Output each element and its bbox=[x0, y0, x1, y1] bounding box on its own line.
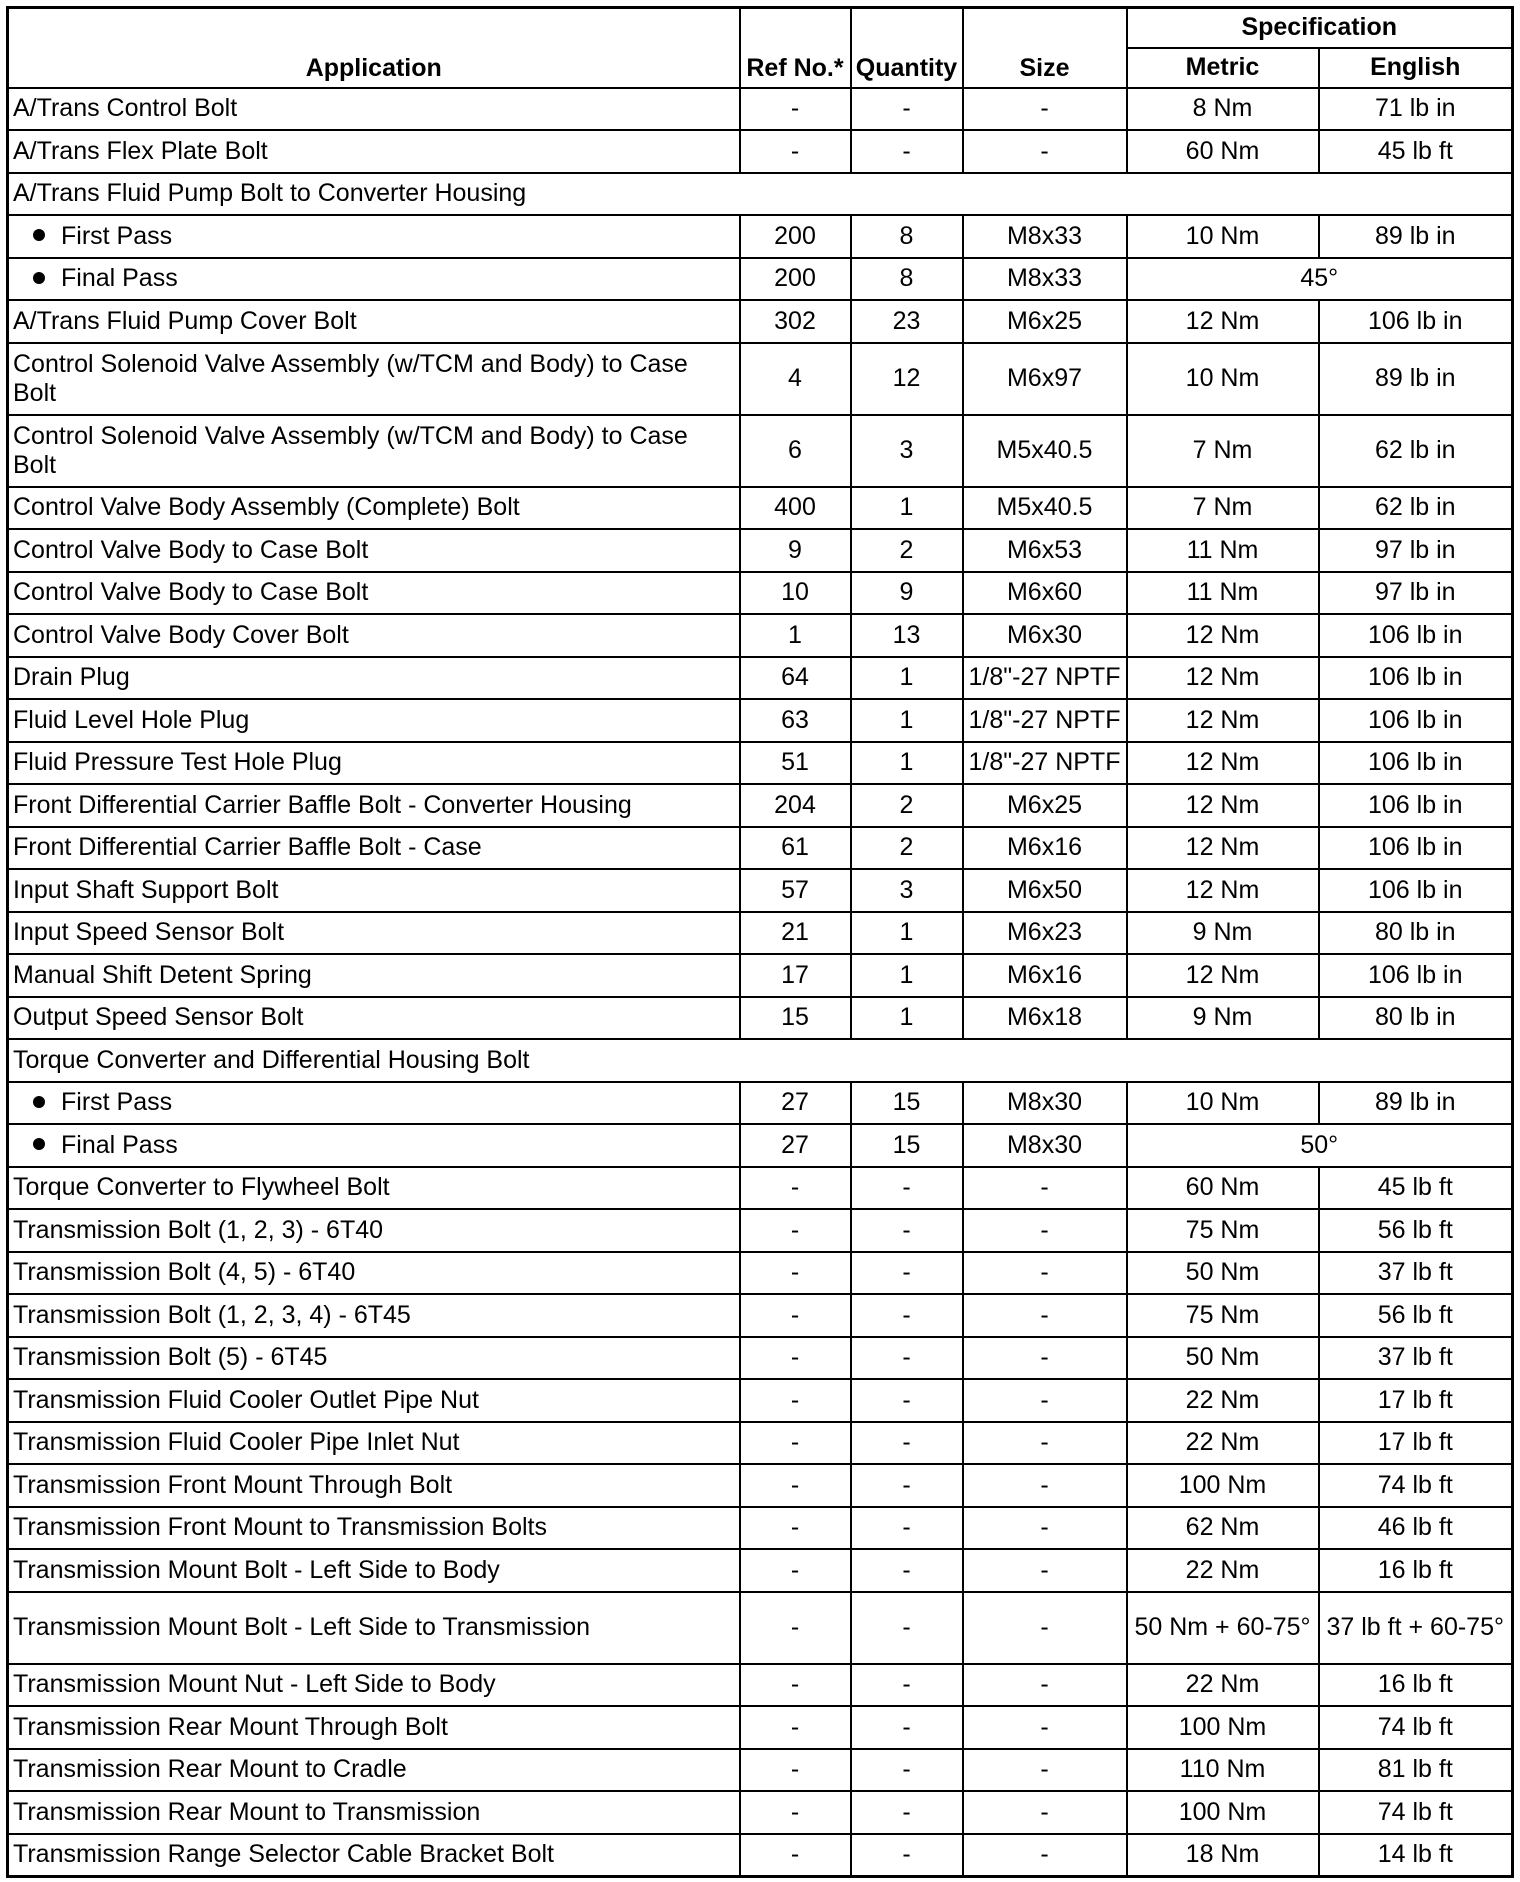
table-row bbox=[8, 1039, 1513, 1082]
ref-no-cell: - bbox=[740, 1664, 851, 1707]
ref-no-cell: - bbox=[740, 1464, 851, 1507]
size-cell: M6x97 bbox=[963, 343, 1127, 415]
metric-cell: 10 Nm bbox=[1127, 343, 1319, 415]
application-cell: Input Shaft Support Bolt bbox=[8, 869, 740, 912]
table-row bbox=[8, 784, 1513, 827]
ref-no-cell: 302 bbox=[740, 300, 851, 343]
english-cell: 106 lb in bbox=[1319, 784, 1513, 827]
quantity-cell: 2 bbox=[851, 529, 963, 572]
table-row bbox=[8, 869, 1513, 912]
quantity-cell: - bbox=[851, 88, 963, 131]
table-row bbox=[8, 614, 1513, 657]
fastener-spec-table bbox=[6, 6, 1514, 1878]
table-row bbox=[8, 487, 1513, 530]
application-cell: A/Trans Fluid Pump Cover Bolt bbox=[8, 300, 740, 343]
english-cell: 89 lb in bbox=[1319, 343, 1513, 415]
table-row bbox=[8, 1252, 1513, 1295]
english-cell: 74 lb ft bbox=[1319, 1464, 1513, 1507]
metric-cell: 9 Nm bbox=[1127, 997, 1319, 1040]
application-cell: Transmission Range Selector Cable Bracket Bolt bbox=[8, 1834, 740, 1877]
english-cell: 89 lb in bbox=[1319, 215, 1513, 258]
table-row bbox=[8, 1082, 1513, 1125]
metric-cell: 100 Nm bbox=[1127, 1706, 1319, 1749]
english-cell: 62 lb in bbox=[1319, 487, 1513, 530]
quantity-cell: - bbox=[851, 1337, 963, 1380]
english-cell: 37 lb ft bbox=[1319, 1252, 1513, 1295]
table-row bbox=[8, 1664, 1513, 1707]
quantity-cell: 1 bbox=[851, 912, 963, 955]
angle-spec-cell: 50° bbox=[1127, 1124, 1513, 1167]
ref-no-cell: 6 bbox=[740, 415, 851, 487]
size-cell: - bbox=[963, 1549, 1127, 1592]
table-row bbox=[8, 912, 1513, 955]
english-cell: 17 lb ft bbox=[1319, 1379, 1513, 1422]
application-cell: Transmission Mount Bolt - Left Side to Body bbox=[8, 1549, 740, 1592]
application-cell: Transmission Bolt (4, 5) - 6T40 bbox=[8, 1252, 740, 1295]
quantity-cell: - bbox=[851, 1167, 963, 1210]
table-row bbox=[8, 1592, 1513, 1664]
ref-no-cell: - bbox=[740, 88, 851, 131]
ref-no-cell: 64 bbox=[740, 657, 851, 700]
table-row bbox=[8, 1422, 1513, 1465]
quantity-cell: - bbox=[851, 1379, 963, 1422]
size-cell: - bbox=[963, 1706, 1127, 1749]
size-cell: M6x30 bbox=[963, 614, 1127, 657]
ref-no-cell: 57 bbox=[740, 869, 851, 912]
metric-cell: 22 Nm bbox=[1127, 1422, 1319, 1465]
metric-cell: 100 Nm bbox=[1127, 1464, 1319, 1507]
application-cell: Control Solenoid Valve Assembly (w/TCM and Body) to Case Bolt bbox=[8, 415, 740, 487]
quantity-cell: - bbox=[851, 1507, 963, 1550]
table-row bbox=[8, 1706, 1513, 1749]
application-cell: Transmission Rear Mount to Transmission bbox=[8, 1791, 740, 1834]
metric-cell: 12 Nm bbox=[1127, 657, 1319, 700]
application-cell: Output Speed Sensor Bolt bbox=[8, 997, 740, 1040]
quantity-cell: 13 bbox=[851, 614, 963, 657]
quantity-cell: 15 bbox=[851, 1124, 963, 1167]
header-metric: Metric bbox=[1127, 48, 1319, 88]
metric-cell: 10 Nm bbox=[1127, 1082, 1319, 1125]
metric-cell: 12 Nm bbox=[1127, 742, 1319, 785]
application-cell: Torque Converter to Flywheel Bolt bbox=[8, 1167, 740, 1210]
size-cell: - bbox=[963, 1337, 1127, 1380]
english-cell: 81 lb ft bbox=[1319, 1749, 1513, 1792]
table-row bbox=[8, 1791, 1513, 1834]
ref-no-cell: 17 bbox=[740, 954, 851, 997]
table-row bbox=[8, 215, 1513, 258]
ref-no-cell: - bbox=[740, 1252, 851, 1295]
table-row bbox=[8, 699, 1513, 742]
quantity-cell: - bbox=[851, 1422, 963, 1465]
english-cell: 80 lb in bbox=[1319, 997, 1513, 1040]
size-cell: M6x60 bbox=[963, 572, 1127, 615]
metric-cell: 110 Nm bbox=[1127, 1749, 1319, 1792]
size-cell: M6x18 bbox=[963, 997, 1127, 1040]
application-cell bbox=[8, 215, 740, 258]
application-cell: Front Differential Carrier Baffle Bolt - Converter Housing bbox=[8, 784, 740, 827]
english-cell: 16 lb ft bbox=[1319, 1664, 1513, 1707]
size-cell: - bbox=[963, 1791, 1127, 1834]
english-cell: 106 lb in bbox=[1319, 657, 1513, 700]
quantity-cell: 2 bbox=[851, 827, 963, 870]
english-cell: 46 lb ft bbox=[1319, 1507, 1513, 1550]
header-size: Size bbox=[963, 8, 1127, 88]
metric-cell: 9 Nm bbox=[1127, 912, 1319, 955]
english-cell: 14 lb ft bbox=[1319, 1834, 1513, 1877]
metric-cell: 12 Nm bbox=[1127, 827, 1319, 870]
ref-no-cell: - bbox=[740, 1749, 851, 1792]
application-cell: Transmission Bolt (1, 2, 3) - 6T40 bbox=[8, 1209, 740, 1252]
table-row bbox=[8, 1464, 1513, 1507]
header-english: English bbox=[1319, 48, 1513, 88]
ref-no-cell: 21 bbox=[740, 912, 851, 955]
size-cell: M8x30 bbox=[963, 1124, 1127, 1167]
quantity-cell: 9 bbox=[851, 572, 963, 615]
table-body bbox=[8, 88, 1513, 1877]
ref-no-cell: - bbox=[740, 1337, 851, 1380]
quantity-cell: 1 bbox=[851, 487, 963, 530]
ref-no-cell: 200 bbox=[740, 215, 851, 258]
table-row bbox=[8, 1209, 1513, 1252]
metric-cell: 100 Nm bbox=[1127, 1791, 1319, 1834]
application-cell: Transmission Mount Nut - Left Side to Body bbox=[8, 1664, 740, 1707]
application-cell: Transmission Mount Bolt - Left Side to Transmission bbox=[8, 1592, 740, 1664]
application-cell: A/Trans Control Bolt bbox=[8, 88, 740, 131]
group-heading: Torque Converter and Differential Housing Bolt bbox=[8, 1039, 1513, 1082]
quantity-cell: 15 bbox=[851, 1082, 963, 1125]
metric-cell: 10 Nm bbox=[1127, 215, 1319, 258]
quantity-cell: 3 bbox=[851, 869, 963, 912]
english-cell: 74 lb ft bbox=[1319, 1706, 1513, 1749]
application-cell: Transmission Fluid Cooler Outlet Pipe Nut bbox=[8, 1379, 740, 1422]
application-cell: Front Differential Carrier Baffle Bolt - Case bbox=[8, 827, 740, 870]
size-cell: - bbox=[963, 1507, 1127, 1550]
metric-cell: 50 Nm + 60-75° bbox=[1127, 1592, 1319, 1664]
application-cell: Transmission Front Mount to Transmission Bolts bbox=[8, 1507, 740, 1550]
english-cell: 106 lb in bbox=[1319, 742, 1513, 785]
ref-no-cell: - bbox=[740, 130, 851, 173]
ref-no-cell: 4 bbox=[740, 343, 851, 415]
size-cell: M6x50 bbox=[963, 869, 1127, 912]
ref-no-cell: 15 bbox=[740, 997, 851, 1040]
english-cell: 97 lb in bbox=[1319, 572, 1513, 615]
metric-cell: 50 Nm bbox=[1127, 1337, 1319, 1380]
size-cell: - bbox=[963, 1167, 1127, 1210]
bullet-icon bbox=[33, 1138, 45, 1150]
metric-cell: 11 Nm bbox=[1127, 529, 1319, 572]
size-cell: M8x30 bbox=[963, 1082, 1127, 1125]
bullet-icon bbox=[33, 272, 45, 284]
quantity-cell: 3 bbox=[851, 415, 963, 487]
ref-no-cell: - bbox=[740, 1791, 851, 1834]
ref-no-cell: - bbox=[740, 1507, 851, 1550]
application-label: Final Pass bbox=[61, 264, 178, 293]
english-cell: 45 lb ft bbox=[1319, 130, 1513, 173]
metric-cell: 22 Nm bbox=[1127, 1379, 1319, 1422]
english-cell: 89 lb in bbox=[1319, 1082, 1513, 1125]
metric-cell: 12 Nm bbox=[1127, 954, 1319, 997]
quantity-cell: 1 bbox=[851, 742, 963, 785]
english-cell: 106 lb in bbox=[1319, 869, 1513, 912]
table-row bbox=[8, 1507, 1513, 1550]
ref-no-cell: 200 bbox=[740, 258, 851, 301]
ref-no-cell: - bbox=[740, 1834, 851, 1877]
ref-no-cell: 1 bbox=[740, 614, 851, 657]
application-cell bbox=[8, 1124, 740, 1167]
size-cell: M6x16 bbox=[963, 954, 1127, 997]
quantity-cell: - bbox=[851, 1592, 963, 1664]
application-cell bbox=[8, 1082, 740, 1125]
english-cell: 16 lb ft bbox=[1319, 1549, 1513, 1592]
quantity-cell: - bbox=[851, 1464, 963, 1507]
table-row bbox=[8, 529, 1513, 572]
application-cell: Drain Plug bbox=[8, 657, 740, 700]
application-cell: Fluid Level Hole Plug bbox=[8, 699, 740, 742]
metric-cell: 12 Nm bbox=[1127, 300, 1319, 343]
table-row bbox=[8, 1749, 1513, 1792]
quantity-cell: - bbox=[851, 130, 963, 173]
ref-no-cell: - bbox=[740, 1706, 851, 1749]
size-cell: 1/8"-27 NPTF bbox=[963, 699, 1127, 742]
ref-no-cell: 9 bbox=[740, 529, 851, 572]
metric-cell: 22 Nm bbox=[1127, 1549, 1319, 1592]
english-cell: 97 lb in bbox=[1319, 529, 1513, 572]
metric-cell: 50 Nm bbox=[1127, 1252, 1319, 1295]
english-cell: 74 lb ft bbox=[1319, 1791, 1513, 1834]
application-cell: Control Valve Body Assembly (Complete) Bolt bbox=[8, 487, 740, 530]
table-row bbox=[8, 1337, 1513, 1380]
table-row bbox=[8, 742, 1513, 785]
english-cell: 62 lb in bbox=[1319, 415, 1513, 487]
ref-no-cell: 400 bbox=[740, 487, 851, 530]
header-ref-no: Ref No.* bbox=[740, 8, 851, 88]
english-cell: 45 lb ft bbox=[1319, 1167, 1513, 1210]
quantity-cell: - bbox=[851, 1706, 963, 1749]
metric-cell: 60 Nm bbox=[1127, 130, 1319, 173]
quantity-cell: 1 bbox=[851, 657, 963, 700]
quantity-cell: - bbox=[851, 1749, 963, 1792]
metric-cell: 7 Nm bbox=[1127, 487, 1319, 530]
ref-no-cell: - bbox=[740, 1167, 851, 1210]
size-cell: - bbox=[963, 1422, 1127, 1465]
table-row bbox=[8, 997, 1513, 1040]
quantity-cell: - bbox=[851, 1834, 963, 1877]
application-cell: Transmission Bolt (1, 2, 3, 4) - 6T45 bbox=[8, 1294, 740, 1337]
table-row bbox=[8, 1294, 1513, 1337]
size-cell: - bbox=[963, 130, 1127, 173]
english-cell: 106 lb in bbox=[1319, 614, 1513, 657]
table-row bbox=[8, 88, 1513, 131]
metric-cell: 75 Nm bbox=[1127, 1209, 1319, 1252]
application-cell: Transmission Rear Mount Through Bolt bbox=[8, 1706, 740, 1749]
english-cell: 37 lb ft + 60-75° bbox=[1319, 1592, 1513, 1664]
application-cell: Control Valve Body to Case Bolt bbox=[8, 572, 740, 615]
quantity-cell: - bbox=[851, 1549, 963, 1592]
metric-cell: 12 Nm bbox=[1127, 614, 1319, 657]
table-row bbox=[8, 827, 1513, 870]
application-cell: Manual Shift Detent Spring bbox=[8, 954, 740, 997]
ref-no-cell: - bbox=[740, 1379, 851, 1422]
header-application: Application bbox=[8, 8, 740, 88]
application-label: Final Pass bbox=[61, 1130, 178, 1159]
application-cell bbox=[8, 258, 740, 301]
english-cell: 106 lb in bbox=[1319, 827, 1513, 870]
size-cell: M5x40.5 bbox=[963, 415, 1127, 487]
ref-no-cell: - bbox=[740, 1549, 851, 1592]
application-cell: Transmission Rear Mount to Cradle bbox=[8, 1749, 740, 1792]
application-label: First Pass bbox=[61, 1088, 173, 1117]
group-heading: A/Trans Fluid Pump Bolt to Converter Housing bbox=[8, 173, 1513, 216]
quantity-cell: 1 bbox=[851, 997, 963, 1040]
application-cell: Transmission Bolt (5) - 6T45 bbox=[8, 1337, 740, 1380]
table-header bbox=[8, 8, 1513, 88]
quantity-cell: 1 bbox=[851, 699, 963, 742]
ref-no-cell: 61 bbox=[740, 827, 851, 870]
metric-cell: 7 Nm bbox=[1127, 415, 1319, 487]
ref-no-cell: - bbox=[740, 1294, 851, 1337]
quantity-cell: - bbox=[851, 1294, 963, 1337]
size-cell: 1/8"-27 NPTF bbox=[963, 742, 1127, 785]
ref-no-cell: 51 bbox=[740, 742, 851, 785]
english-cell: 106 lb in bbox=[1319, 954, 1513, 997]
size-cell: - bbox=[963, 1464, 1127, 1507]
application-cell: Control Valve Body Cover Bolt bbox=[8, 614, 740, 657]
size-cell: M8x33 bbox=[963, 258, 1127, 301]
table-row bbox=[8, 258, 1513, 301]
quantity-cell: - bbox=[851, 1252, 963, 1295]
ref-no-cell: 10 bbox=[740, 572, 851, 615]
metric-cell: 8 Nm bbox=[1127, 88, 1319, 131]
size-cell: 1/8"-27 NPTF bbox=[963, 657, 1127, 700]
size-cell: M6x23 bbox=[963, 912, 1127, 955]
ref-no-cell: - bbox=[740, 1592, 851, 1664]
application-cell: Transmission Fluid Cooler Pipe Inlet Nut bbox=[8, 1422, 740, 1465]
quantity-cell: - bbox=[851, 1791, 963, 1834]
metric-cell: 60 Nm bbox=[1127, 1167, 1319, 1210]
english-cell: 17 lb ft bbox=[1319, 1422, 1513, 1465]
ref-no-cell: 204 bbox=[740, 784, 851, 827]
table-row bbox=[8, 415, 1513, 487]
table-row bbox=[8, 130, 1513, 173]
english-cell: 80 lb in bbox=[1319, 912, 1513, 955]
ref-no-cell: 27 bbox=[740, 1124, 851, 1167]
application-label: First Pass bbox=[61, 221, 173, 250]
table-row bbox=[8, 343, 1513, 415]
english-cell: 106 lb in bbox=[1319, 300, 1513, 343]
table-row bbox=[8, 173, 1513, 216]
size-cell: M8x33 bbox=[963, 215, 1127, 258]
ref-no-cell: - bbox=[740, 1422, 851, 1465]
table-row bbox=[8, 1124, 1513, 1167]
header-quantity: Quantity bbox=[851, 8, 963, 88]
application-cell: Control Valve Body to Case Bolt bbox=[8, 529, 740, 572]
application-cell: Input Speed Sensor Bolt bbox=[8, 912, 740, 955]
metric-cell: 11 Nm bbox=[1127, 572, 1319, 615]
size-cell: - bbox=[963, 1379, 1127, 1422]
ref-no-cell: - bbox=[740, 1209, 851, 1252]
metric-cell: 62 Nm bbox=[1127, 1507, 1319, 1550]
metric-cell: 18 Nm bbox=[1127, 1834, 1319, 1877]
table-row bbox=[8, 1167, 1513, 1210]
size-cell: M6x16 bbox=[963, 827, 1127, 870]
header-specification: Specification bbox=[1127, 8, 1513, 48]
table-row bbox=[8, 1379, 1513, 1422]
ref-no-cell: 63 bbox=[740, 699, 851, 742]
table-row bbox=[8, 1549, 1513, 1592]
quantity-cell: 2 bbox=[851, 784, 963, 827]
size-cell: M6x25 bbox=[963, 784, 1127, 827]
size-cell: M6x53 bbox=[963, 529, 1127, 572]
english-cell: 106 lb in bbox=[1319, 699, 1513, 742]
quantity-cell: 23 bbox=[851, 300, 963, 343]
size-cell: - bbox=[963, 1209, 1127, 1252]
english-cell: 56 lb ft bbox=[1319, 1209, 1513, 1252]
metric-cell: 12 Nm bbox=[1127, 869, 1319, 912]
bullet-icon bbox=[33, 1096, 45, 1108]
size-cell: - bbox=[963, 1664, 1127, 1707]
size-cell: - bbox=[963, 1294, 1127, 1337]
table-row bbox=[8, 657, 1513, 700]
application-cell: A/Trans Flex Plate Bolt bbox=[8, 130, 740, 173]
quantity-cell: - bbox=[851, 1209, 963, 1252]
table-row bbox=[8, 572, 1513, 615]
application-cell: Transmission Front Mount Through Bolt bbox=[8, 1464, 740, 1507]
metric-cell: 12 Nm bbox=[1127, 699, 1319, 742]
table-row bbox=[8, 1834, 1513, 1877]
quantity-cell: - bbox=[851, 1664, 963, 1707]
size-cell: - bbox=[963, 1749, 1127, 1792]
size-cell: M6x25 bbox=[963, 300, 1127, 343]
size-cell: - bbox=[963, 88, 1127, 131]
application-cell: Fluid Pressure Test Hole Plug bbox=[8, 742, 740, 785]
metric-cell: 22 Nm bbox=[1127, 1664, 1319, 1707]
application-cell: Control Solenoid Valve Assembly (w/TCM and Body) to Case Bolt bbox=[8, 343, 740, 415]
english-cell: 71 lb in bbox=[1319, 88, 1513, 131]
table-row bbox=[8, 300, 1513, 343]
quantity-cell: 8 bbox=[851, 258, 963, 301]
size-cell: - bbox=[963, 1252, 1127, 1295]
quantity-cell: 1 bbox=[851, 954, 963, 997]
metric-cell: 12 Nm bbox=[1127, 784, 1319, 827]
metric-cell: 75 Nm bbox=[1127, 1294, 1319, 1337]
english-cell: 37 lb ft bbox=[1319, 1337, 1513, 1380]
table-row bbox=[8, 954, 1513, 997]
size-cell: M5x40.5 bbox=[963, 487, 1127, 530]
quantity-cell: 8 bbox=[851, 215, 963, 258]
quantity-cell: 12 bbox=[851, 343, 963, 415]
angle-spec-cell: 45° bbox=[1127, 258, 1513, 301]
size-cell: - bbox=[963, 1592, 1127, 1664]
english-cell: 56 lb ft bbox=[1319, 1294, 1513, 1337]
size-cell: - bbox=[963, 1834, 1127, 1877]
bullet-icon bbox=[33, 229, 45, 241]
ref-no-cell: 27 bbox=[740, 1082, 851, 1125]
